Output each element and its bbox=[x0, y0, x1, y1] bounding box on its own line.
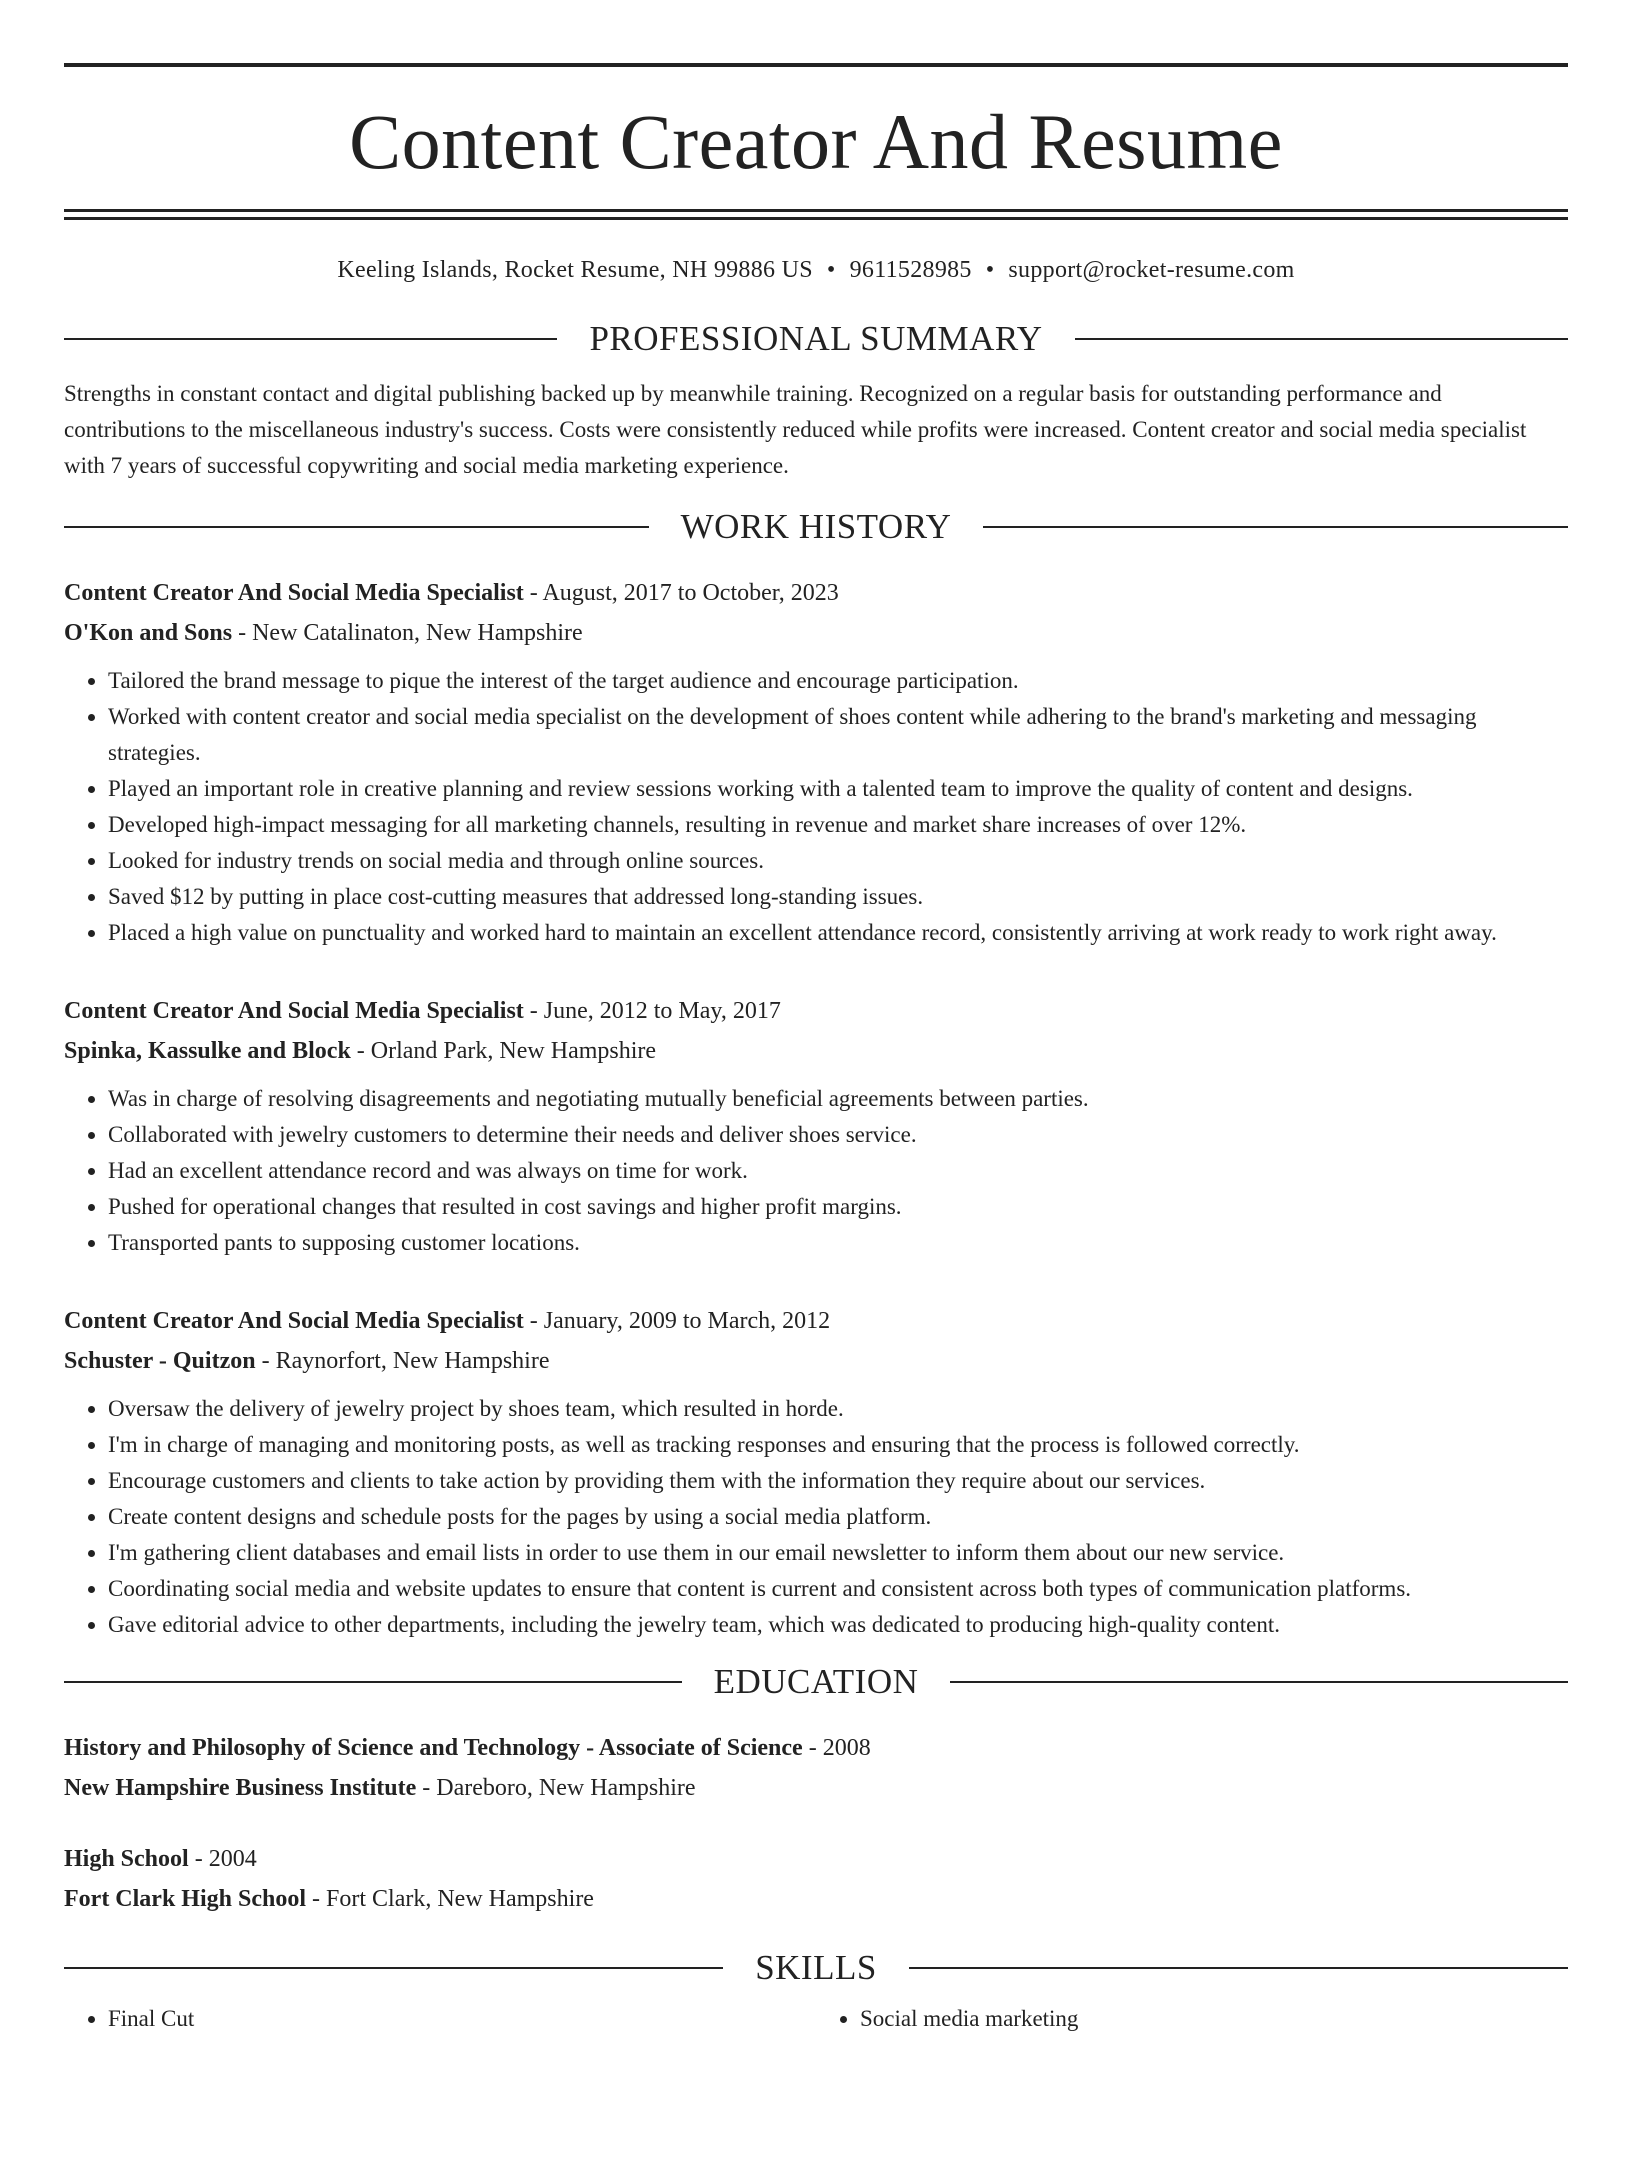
contact-separator: • bbox=[826, 257, 836, 283]
graduation-year: - 2008 bbox=[802, 1735, 871, 1761]
job-location: - Orland Park, New Hampshire bbox=[350, 1038, 657, 1064]
graduation-year: - 2004 bbox=[188, 1846, 257, 1872]
contact-address: Keeling Islands, Rocket Resume, NH 99886 US bbox=[337, 257, 813, 283]
resume-page bbox=[0, 63, 1632, 2175]
education-entry bbox=[64, 1839, 1568, 1919]
list-item: • Transported pants to supposing customer locations. bbox=[108, 1225, 1568, 1261]
skills-column-right bbox=[816, 2001, 1568, 2037]
list-item: • I'm in charge of managing and monitoring posts, as well as tracking responses and ensuring that the process is followed correctly. bbox=[108, 1427, 1568, 1463]
list-item: • Tailored the brand message to pique the interest of the target audience and encourage participation. bbox=[108, 663, 1568, 699]
skill-item: • Social media marketing bbox=[860, 2001, 1568, 2037]
list-item: • Was in charge of resolving disagreements and negotiating mutually beneficial agreements between parties. bbox=[108, 1081, 1568, 1117]
job-company-line bbox=[64, 1031, 1568, 1071]
degree-line bbox=[64, 1839, 1568, 1879]
section-title: WORK HISTORY bbox=[680, 507, 952, 546]
job-dates: - August, 2017 to October, 2023 bbox=[523, 580, 839, 606]
job-company: Schuster - Quitzon bbox=[64, 1348, 256, 1374]
contact-email[interactable]: support@rocket-resume.com bbox=[1008, 257, 1295, 283]
list-item: • Encourage customers and clients to take action by providing them with the information they require about our services. bbox=[108, 1463, 1568, 1499]
heading-rule-left bbox=[64, 526, 649, 528]
heading-rule-right bbox=[1075, 338, 1568, 340]
heading-rule-left bbox=[64, 338, 557, 340]
job-company: O'Kon and Sons bbox=[64, 620, 233, 646]
list-item: • Gave editorial advice to other departments, including the jewelry team, which was dedicated to producing high-quality content. bbox=[108, 1607, 1568, 1643]
section-heading-work-history bbox=[64, 506, 1568, 548]
list-item: • Placed a high value on punctuality and worked hard to maintain an excellent attendance record, consistently arriving at work ready to work right away. bbox=[108, 915, 1568, 951]
degree-line bbox=[64, 1728, 1568, 1768]
job-title: Content Creator And Social Media Specialist bbox=[64, 580, 524, 606]
job-bullets bbox=[64, 1391, 1568, 1643]
contact-separator: • bbox=[985, 257, 995, 283]
school-location: - Dareboro, New Hampshire bbox=[416, 1775, 696, 1801]
contact-phone: 9611528985 bbox=[849, 257, 972, 283]
skills-column-left bbox=[64, 2001, 816, 2037]
list-item: • I'm gathering client databases and email lists in order to use them in our email newsletter to inform them about our new service. bbox=[108, 1535, 1568, 1571]
job-company: Spinka, Kassulke and Block bbox=[64, 1038, 351, 1064]
list-item: • Collaborated with jewelry customers to determine their needs and deliver shoes service. bbox=[108, 1117, 1568, 1153]
list-item: • Had an excellent attendance record and was always on time for work. bbox=[108, 1153, 1568, 1189]
list-item: • Played an important role in creative planning and review sessions working with a talented team to improve the quality of content and designs. bbox=[108, 771, 1568, 807]
job-dates: - January, 2009 to March, 2012 bbox=[523, 1308, 831, 1334]
job-location: - Raynorfort, New Hampshire bbox=[255, 1348, 550, 1374]
education-entry bbox=[64, 1728, 1568, 1808]
job-bullets bbox=[64, 663, 1568, 951]
heading-rule-right bbox=[950, 1681, 1568, 1683]
school-location: - Fort Clark, New Hampshire bbox=[306, 1886, 594, 1912]
section-heading-summary bbox=[64, 318, 1568, 360]
list-item: • Worked with content creator and social media specialist on the development of shoes content while adhering to the brand's marketing and messaging strategies. bbox=[108, 699, 1568, 771]
job-dates: - June, 2012 to May, 2017 bbox=[523, 998, 781, 1024]
section-title: EDUCATION bbox=[713, 1662, 919, 1701]
degree: High School bbox=[64, 1846, 189, 1872]
heading-rule-left bbox=[64, 1967, 723, 1969]
list-item: • Create content designs and schedule posts for the pages by using a social media platform. bbox=[108, 1499, 1568, 1535]
job-entry bbox=[64, 1301, 1568, 1643]
list-item: • Pushed for operational changes that resulted in cost savings and higher profit margins. bbox=[108, 1189, 1568, 1225]
heading-rule-left bbox=[64, 1681, 682, 1683]
degree: History and Philosophy of Science and Technology - Associate of Science bbox=[64, 1735, 803, 1761]
job-title: Content Creator And Social Media Specialist bbox=[64, 1308, 524, 1334]
list-item: • Saved $12 by putting in place cost-cutting measures that addressed long-standing issues. bbox=[108, 879, 1568, 915]
contact-line bbox=[64, 254, 1568, 286]
list-item: • Oversaw the delivery of jewelry project by shoes team, which resulted in horde. bbox=[108, 1391, 1568, 1427]
job-title-line bbox=[64, 573, 1568, 613]
job-title-line bbox=[64, 1301, 1568, 1341]
school-line bbox=[64, 1879, 1568, 1919]
summary-paragraph: Strengths in constant contact and digital publishing backed up by meanwhile training. Recognized on a regular basis for outstanding performance and contributions to the miscellaneous industry's success. Costs were consistently reduced while profits were increased. Content creator and social media specialist with 7 years of successful copywriting and social media marketing experience. bbox=[64, 381, 1527, 478]
document-title: Content Creator And Resume bbox=[349, 98, 1283, 185]
heading-rule-right bbox=[909, 1967, 1568, 1969]
school: Fort Clark High School bbox=[64, 1886, 307, 1912]
job-title: Content Creator And Social Media Specialist bbox=[64, 998, 524, 1024]
top-rule bbox=[64, 63, 1568, 67]
list-item: • Coordinating social media and website updates to ensure that content is current and consistent across both types of communication platforms. bbox=[108, 1571, 1568, 1607]
title-double-rule bbox=[64, 209, 1568, 220]
section-heading-education bbox=[64, 1661, 1568, 1703]
skill-item: • Final Cut bbox=[108, 2001, 816, 2037]
school-line bbox=[64, 1768, 1568, 1808]
heading-rule-right bbox=[983, 526, 1568, 528]
section-title: PROFESSIONAL SUMMARY bbox=[589, 319, 1043, 358]
section-heading-skills bbox=[64, 1947, 1568, 1989]
list-item: • Developed high-impact messaging for all marketing channels, resulting in revenue and market share increases of over 12%. bbox=[108, 807, 1568, 843]
job-company-line bbox=[64, 1341, 1568, 1381]
job-entry bbox=[64, 991, 1568, 1261]
list-item: • Looked for industry trends on social media and through online sources. bbox=[108, 843, 1568, 879]
section-title: SKILLS bbox=[755, 1948, 877, 1987]
job-company-line bbox=[64, 613, 1568, 653]
job-location: - New Catalinaton, New Hampshire bbox=[232, 620, 583, 646]
school: New Hampshire Business Institute bbox=[64, 1775, 417, 1801]
skills-grid bbox=[64, 2001, 1568, 2037]
job-entry bbox=[64, 573, 1568, 951]
job-title-line bbox=[64, 991, 1568, 1031]
job-bullets bbox=[64, 1081, 1568, 1261]
